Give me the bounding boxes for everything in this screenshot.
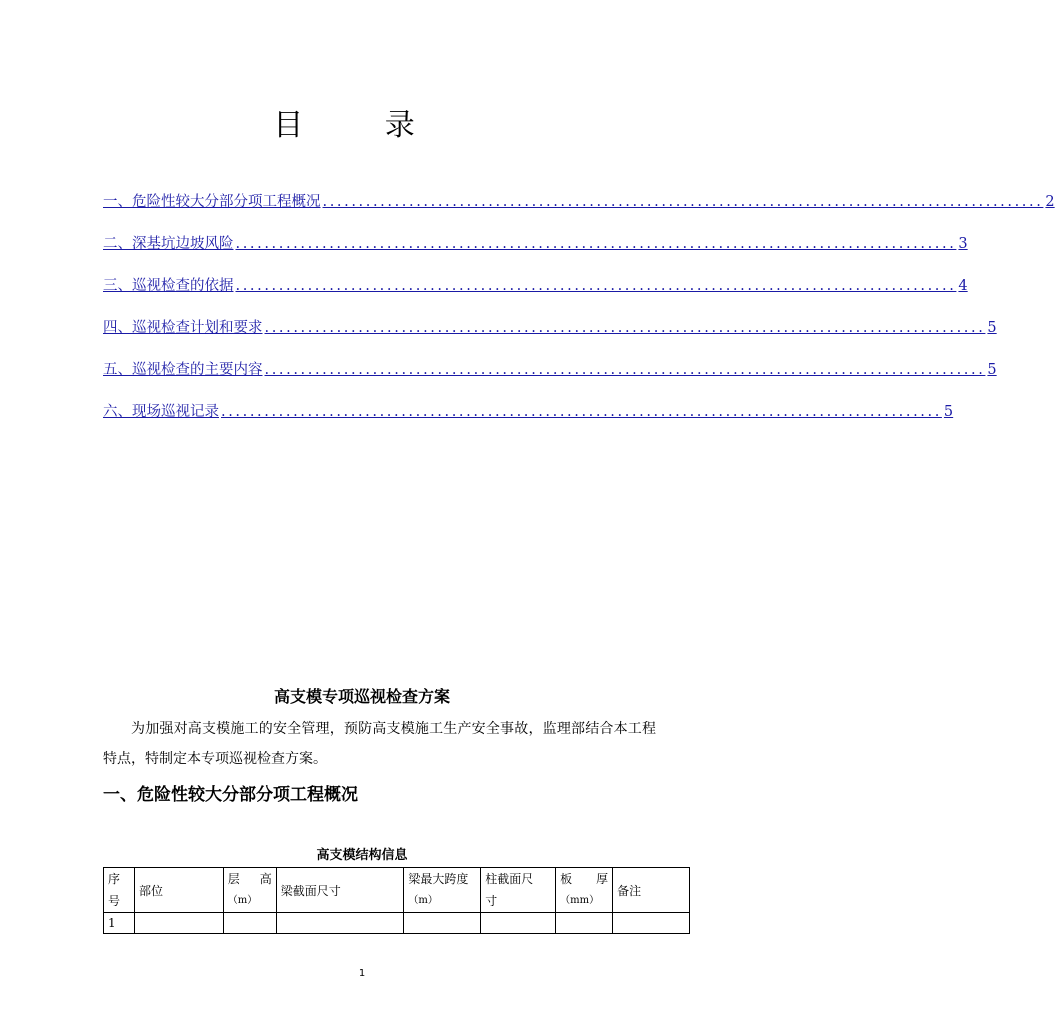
toc-entry-page: 4	[958, 278, 968, 294]
header-beam-span	[404, 868, 481, 913]
toc-leader-dots: ....................................................................................................	[264, 320, 986, 336]
toc-entry-page: 2	[1045, 194, 1055, 210]
header-slab-thickness	[556, 868, 613, 913]
cell-beam-section	[276, 913, 404, 934]
header-floor-char-b: 高	[259, 872, 272, 886]
header-column-line1: 柱截面尺	[485, 872, 534, 886]
header-floor-unit: （m）	[227, 895, 258, 906]
table-row	[104, 913, 690, 934]
header-slab-char-a: 板	[560, 872, 573, 886]
toc-entry-label: 三、巡视检查的依据	[103, 278, 234, 294]
toc-entry-label: 五、巡视检查的主要内容	[103, 362, 263, 378]
header-beam-span-unit: （m）	[408, 895, 438, 906]
cell-seq: 1	[104, 913, 135, 934]
header-column-line2: 寸	[485, 894, 498, 908]
toc-entry-label: 二、深基坑边坡风险	[103, 236, 234, 252]
toc-leader-dots: ....................................................................................................	[322, 194, 1044, 210]
toc-entry-label: 一、危险性较大分部分项工程概况	[103, 194, 321, 210]
cell-remarks	[613, 913, 690, 934]
toc-entry-3[interactable]	[103, 274, 968, 296]
table-header-row	[104, 868, 690, 913]
toc-entry-6[interactable]	[103, 400, 954, 422]
header-seq-line1: 序	[108, 872, 121, 886]
toc-leader-dots: ....................................................................................................	[235, 236, 957, 252]
header-slab-char-b: 厚	[596, 872, 609, 886]
header-location: 部位	[134, 868, 223, 913]
toc-leader-dots: ....................................................................................................	[235, 278, 957, 294]
toc-entry-page: 3	[958, 236, 968, 252]
header-slab-label	[560, 868, 608, 890]
toc-entry-page: 5	[943, 404, 954, 420]
toc-entry-page: 5	[987, 362, 997, 378]
toc-entry-1[interactable]	[103, 190, 1055, 212]
header-beam-span-label: 梁最大跨度	[408, 872, 469, 886]
toc-entry-label: 六、现场巡视记录	[103, 404, 219, 420]
document-title: 高支模专项巡视检查方案	[273, 687, 450, 706]
cell-column-section	[481, 913, 556, 934]
header-remarks: 备注	[613, 868, 690, 913]
toc-leader-dots: ....................................................................................................	[221, 404, 942, 420]
cell-floor-height	[223, 913, 276, 934]
structure-info-table	[103, 867, 690, 934]
toc-leader-dots: ....................................................................................................	[264, 362, 986, 378]
page-number: 1	[358, 968, 366, 979]
header-seq	[104, 868, 135, 913]
header-slab-unit: （mm）	[560, 895, 600, 906]
toc-entry-5[interactable]	[103, 358, 997, 380]
section-heading: 一、危险性较大分部分项工程概况	[103, 785, 358, 805]
header-seq-line2: 号	[108, 894, 121, 908]
toc-entry-label: 四、巡视检查计划和要求	[103, 320, 263, 336]
cell-beam-span	[404, 913, 481, 934]
header-column-section	[481, 868, 556, 913]
header-floor-char-a: 层	[227, 872, 240, 886]
cell-location	[134, 913, 223, 934]
cell-slab-thickness	[556, 913, 613, 934]
toc-entry-page: 5	[987, 320, 997, 336]
header-beam-section: 梁截面尺寸	[276, 868, 404, 913]
toc-title: 目 录	[273, 108, 451, 143]
header-floor-height	[223, 868, 276, 913]
header-floor-label	[228, 868, 272, 890]
intro-paragraph: 为加强对高支模施工的安全管理，预防高支模施工生产安全事故，监理部结合本工程特点，特制定本专项巡视检查方案。	[103, 721, 656, 767]
toc-entry-2[interactable]	[103, 232, 968, 254]
toc-entry-4[interactable]	[103, 316, 997, 338]
table-caption: 高支模结构信息	[316, 848, 408, 863]
